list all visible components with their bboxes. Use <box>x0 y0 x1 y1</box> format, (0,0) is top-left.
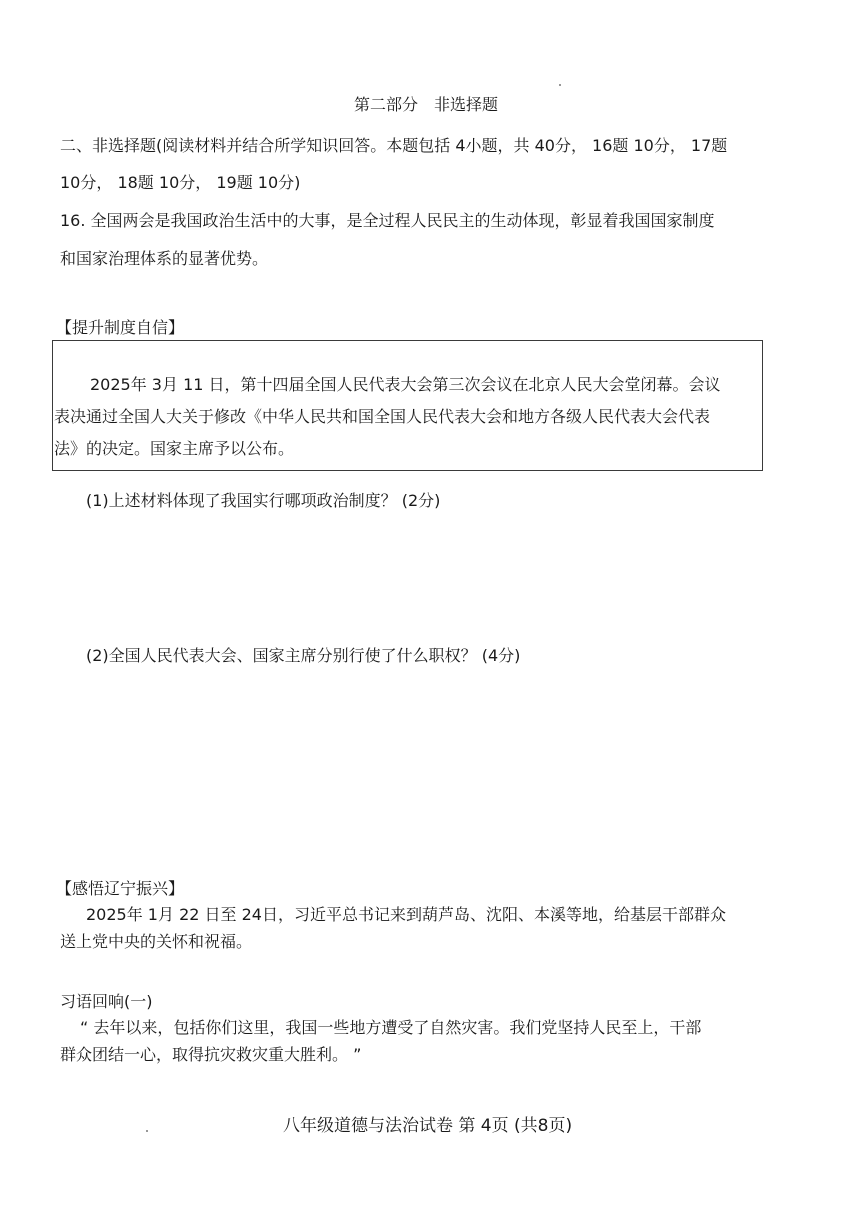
liaoning-line-2: 送上党中央的关怀和祝福。 <box>60 932 253 951</box>
section-title: 第二部分 非选择题 <box>354 95 499 114</box>
liaoning-line-1: 2025年 1月 22 日至 24日，习近平总书记来到葫芦岛、沈阳、本溪等地，给基层干部群众 <box>86 905 726 924</box>
quote-line-2: 群众团结一心，取得抗灾救灾重大胜利。 ” <box>60 1045 362 1064</box>
quote-line-1: “ 去年以来，包括你们这里，我国一些地方遭受了自然灾害。我们党坚持人民至上，干部 <box>80 1018 702 1037</box>
scan-dot-footer <box>146 1130 148 1132</box>
material-line-2: 表决通过全国人大关于修改《中华人民共和国全国人民代表大会和地方各级人民代表大会代表 <box>54 407 711 426</box>
sub-question-1: (1)上述材料体现了我国实行哪项政治制度？ (2分) <box>86 491 441 510</box>
instructions-line-1: 二、非选择题(阅读材料并结合所学知识回答。本题包括 4小题，共 40分， 16题 10分， 17题 <box>60 136 728 155</box>
echo-title: 习语回响(一) <box>60 992 153 1011</box>
question-16-stem-line-1: 16. 全国两会是我国政治生活中的大事，是全过程人民民主的生动体现，彰显着我国国家制度 <box>60 211 715 230</box>
scan-dot-top <box>559 84 561 86</box>
material-line-1: 2025年 3月 11 日，第十四届全国人民代表大会第三次会议在北京人民大会堂闭幕。会议 <box>90 375 721 394</box>
page-footer: 八年级道德与法治试卷 第 4页 (共8页) <box>283 1116 573 1136</box>
material-line-3: 法》的决定。国家主席予以公布。 <box>54 439 295 458</box>
question-16-stem-line-2: 和国家治理体系的显著优势。 <box>60 249 269 268</box>
section-heading-liaoning-revitalization: 【感悟辽宁振兴】 <box>56 879 185 898</box>
instructions-line-2: 10分， 18题 10分， 19题 10分) <box>60 173 301 192</box>
section-heading-institutional-confidence: 【提升制度自信】 <box>56 318 185 337</box>
sub-question-2: (2)全国人民代表大会、国家主席分别行使了什么职权？ (4分) <box>86 646 521 665</box>
